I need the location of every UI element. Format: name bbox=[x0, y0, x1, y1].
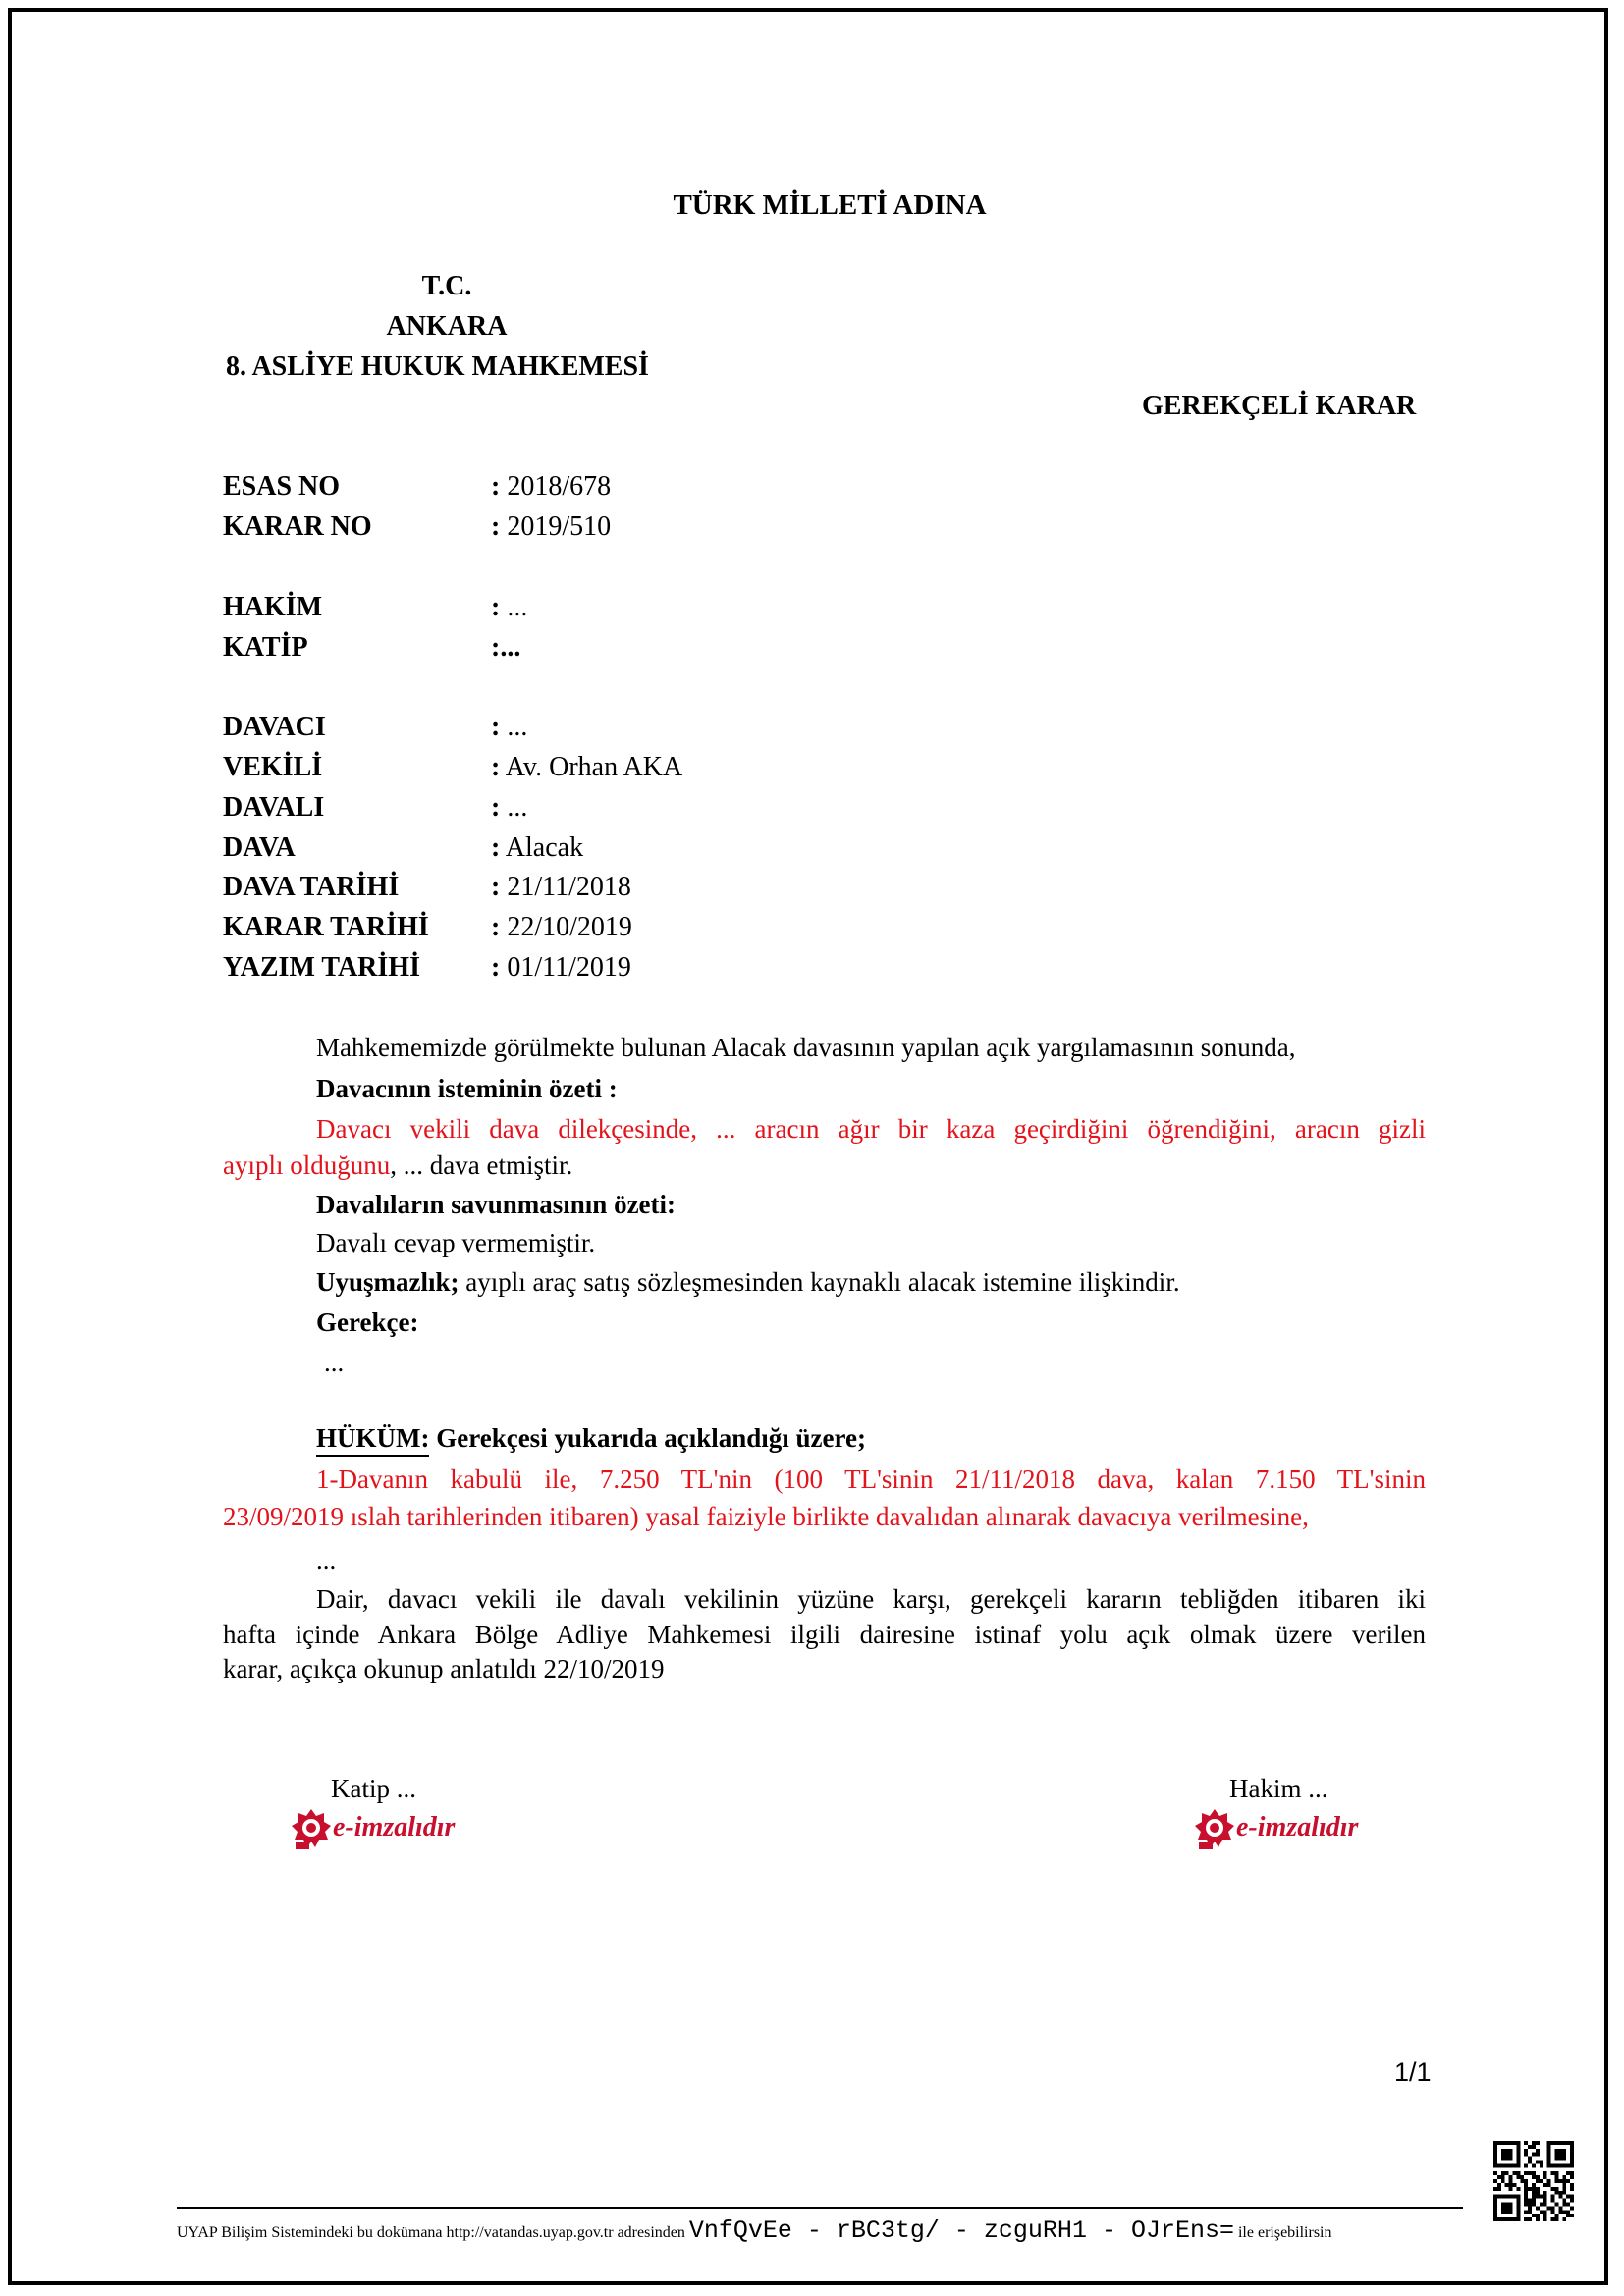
court-name: 8. ASLİYE HUKUK MAHKEMESİ bbox=[226, 351, 649, 382]
verdict-more: ... bbox=[316, 1545, 337, 1575]
case-info-label-davali: DAVALI bbox=[223, 792, 325, 823]
judge-signature-role: Hakim ... bbox=[1229, 1774, 1328, 1803]
e-signature-seal-icon bbox=[1195, 1808, 1234, 1849]
reasoning-text: ... bbox=[324, 1348, 345, 1377]
case-info-value-yazim-tarihi: : 01/11/2019 bbox=[491, 952, 631, 983]
court-city: ANKARA bbox=[386, 311, 508, 342]
clerk-signature-role: Katip ... bbox=[331, 1774, 416, 1803]
footer-suffix: ile erişebilirsin bbox=[1233, 2224, 1332, 2241]
claim-line-2: ayıplı olduğunu, ... dava etmiştir. bbox=[223, 1150, 573, 1180]
qr-code-icon bbox=[1493, 2141, 1574, 2221]
dispute-paragraph: Uyuşmazlık; ayıplı araç satış sözleşmesinden kaynaklı alacak istemine ilişkindir. bbox=[316, 1267, 1180, 1297]
case-info-value-vekili: : Av. Orhan AKA bbox=[491, 752, 683, 782]
verdict-line-1: 1-Davanın kabulü ile, 7.250 TL'nin (100 TL'sinin 21/11/2018 dava, kalan 7.150 TL'sinin bbox=[316, 1465, 1426, 1494]
state-abbreviation: T.C. bbox=[421, 271, 472, 301]
case-info-value-karar-no: : 2019/510 bbox=[491, 511, 612, 542]
case-info-label-esas-no: ESAS NO bbox=[223, 471, 341, 502]
case-info-value-hakim: : ... bbox=[491, 592, 528, 622]
case-info-value-katip: :... bbox=[491, 632, 521, 663]
case-info-label-karar-tarihi: KARAR TARİHİ bbox=[223, 912, 429, 942]
claim-line-1: Davacı vekili dava dilekçesinde, ... aracın ağır bir kaza geçirdiğini öğrendiğini, aracın gizli bbox=[316, 1114, 1426, 1144]
document-type: GEREKÇELİ KARAR bbox=[1142, 391, 1417, 421]
closing-line-3: karar, açıkça okunup anlatıldı 22/10/2019 bbox=[223, 1654, 665, 1683]
case-info-label-dava: DAVA bbox=[223, 832, 296, 863]
judge-esig-text: e-imzalıdır bbox=[1236, 1812, 1359, 1842]
e-signature-seal-icon bbox=[292, 1808, 331, 1849]
closing-line-1: Dair, davacı vekili ile davalı vekilinin yüzüne karşı, gerekçeli kararın tebliğden itibaren iki bbox=[316, 1584, 1426, 1614]
footer-line bbox=[177, 2216, 1332, 2248]
reasoning-heading: Gerekçe: bbox=[316, 1308, 419, 1337]
case-info-value-karar-tarihi: : 22/10/2019 bbox=[491, 912, 632, 942]
footer-access-code: VnfQvEe - rBC3tg/ - zcguRH1 - OJrEns= bbox=[688, 2216, 1234, 2245]
claim-heading: Davacının isteminin özeti : bbox=[316, 1074, 618, 1103]
case-info-value-esas-no: : 2018/678 bbox=[491, 471, 612, 502]
case-info-label-karar-no: KARAR NO bbox=[223, 511, 372, 542]
case-info-label-davaci: DAVACI bbox=[223, 712, 326, 742]
verdict-line-2: 23/09/2019 ıslah tarihlerinden itibaren) yasal faiziyle birlikte davalıdan alınarak davacıya verilmesine, bbox=[223, 1502, 1309, 1531]
case-info-label-katip: KATİP bbox=[223, 632, 308, 663]
case-info-value-davaci: : ... bbox=[491, 712, 528, 742]
defense-heading: Davalıların savunmasının özeti: bbox=[316, 1190, 677, 1219]
verdict-label: HÜKÜM: bbox=[316, 1423, 429, 1457]
case-info-label-hakim: HAKİM bbox=[223, 592, 323, 622]
verdict-heading-line: HÜKÜM: Gerekçesi yukarıda açıklandığı üzere; bbox=[316, 1422, 866, 1455]
main-heading: TÜRK MİLLETİ ADINA bbox=[673, 189, 987, 221]
footer-prefix: UYAP Bilişim Sistemindeki bu dokümana http://vatandas.uyap.gov.tr adresinden bbox=[177, 2224, 689, 2241]
page-number: 1/1 bbox=[1394, 2057, 1432, 2087]
case-info-label-dava-tarihi: DAVA TARİHİ bbox=[223, 872, 400, 902]
footer-rule bbox=[177, 2207, 1463, 2209]
defense-text: Davalı cevap vermemiştir. bbox=[316, 1228, 596, 1257]
case-info-label-vekili: VEKİLİ bbox=[223, 752, 323, 782]
case-info-label-yazim-tarihi: YAZIM TARİHİ bbox=[223, 952, 420, 983]
intro-paragraph: Mahkememizde görülmekte bulunan Alacak davasının yapılan açık yargılamasının sonunda, bbox=[316, 1033, 1296, 1062]
case-info-value-dava: : Alacak bbox=[491, 832, 584, 863]
clerk-esig-text: e-imzalıdır bbox=[333, 1812, 456, 1842]
case-info-value-davali: : ... bbox=[491, 792, 528, 823]
closing-line-2: hafta içinde Ankara Bölge Adliye Mahkemesi ilgili dairesine istinaf yolu açık olmak üzere verilen bbox=[223, 1620, 1426, 1649]
case-info-value-dava-tarihi: : 21/11/2018 bbox=[491, 872, 631, 902]
